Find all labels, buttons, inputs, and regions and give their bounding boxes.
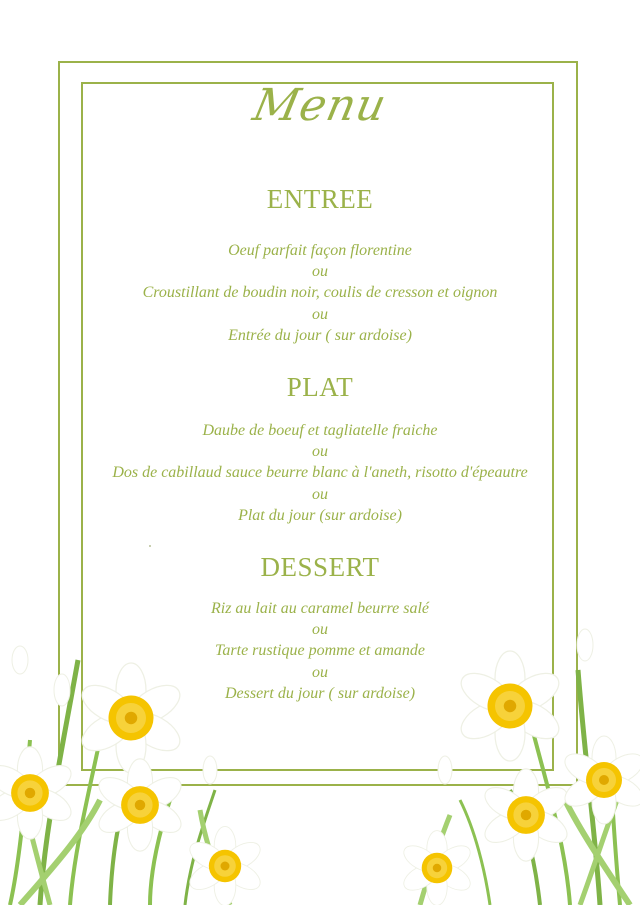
dish-separator: ou: [312, 263, 328, 281]
menu-title-text: Menu: [248, 80, 392, 131]
dish-item: Dos de cabillaud sauce beurre blanc à l'aneth, risotto d'épeautre: [112, 464, 528, 482]
dish-list-entree: [0, 240, 640, 346]
dish-item: Croustillant de boudin noir, coulis de cresson et oignon: [142, 284, 498, 302]
dish-separator: ou: [312, 663, 328, 681]
dish-list-plat: [0, 420, 640, 526]
dish-separator: ou: [312, 443, 328, 461]
dish-separator: ou: [312, 305, 328, 323]
dish-list-dessert: [0, 598, 640, 704]
dish-item: Riz au lait au caramel beurre salé: [210, 600, 430, 617]
dish-item: Daube de boeuf et tagliatelle fraiche: [202, 422, 438, 439]
section-heading-entree: ENTREE: [266, 184, 374, 214]
menu-title: [0, 80, 640, 131]
dish-separator: ou: [312, 621, 328, 639]
dish-item: Entrée du jour ( sur ardoise): [228, 326, 412, 344]
dish-item: Dessert du jour ( sur ardoise): [224, 684, 416, 702]
section-heading-dessert: DESSERT: [260, 552, 380, 582]
dish-item: Tarte rustique pomme et amande: [214, 642, 426, 660]
speck-mark: [149, 545, 151, 547]
dish-item: Oeuf parfait façon florentine: [228, 242, 412, 259]
section-heading-plat: PLAT: [286, 372, 354, 402]
dish-separator: ou: [312, 485, 328, 503]
dish-item: Plat du jour (sur ardoise): [238, 506, 402, 524]
